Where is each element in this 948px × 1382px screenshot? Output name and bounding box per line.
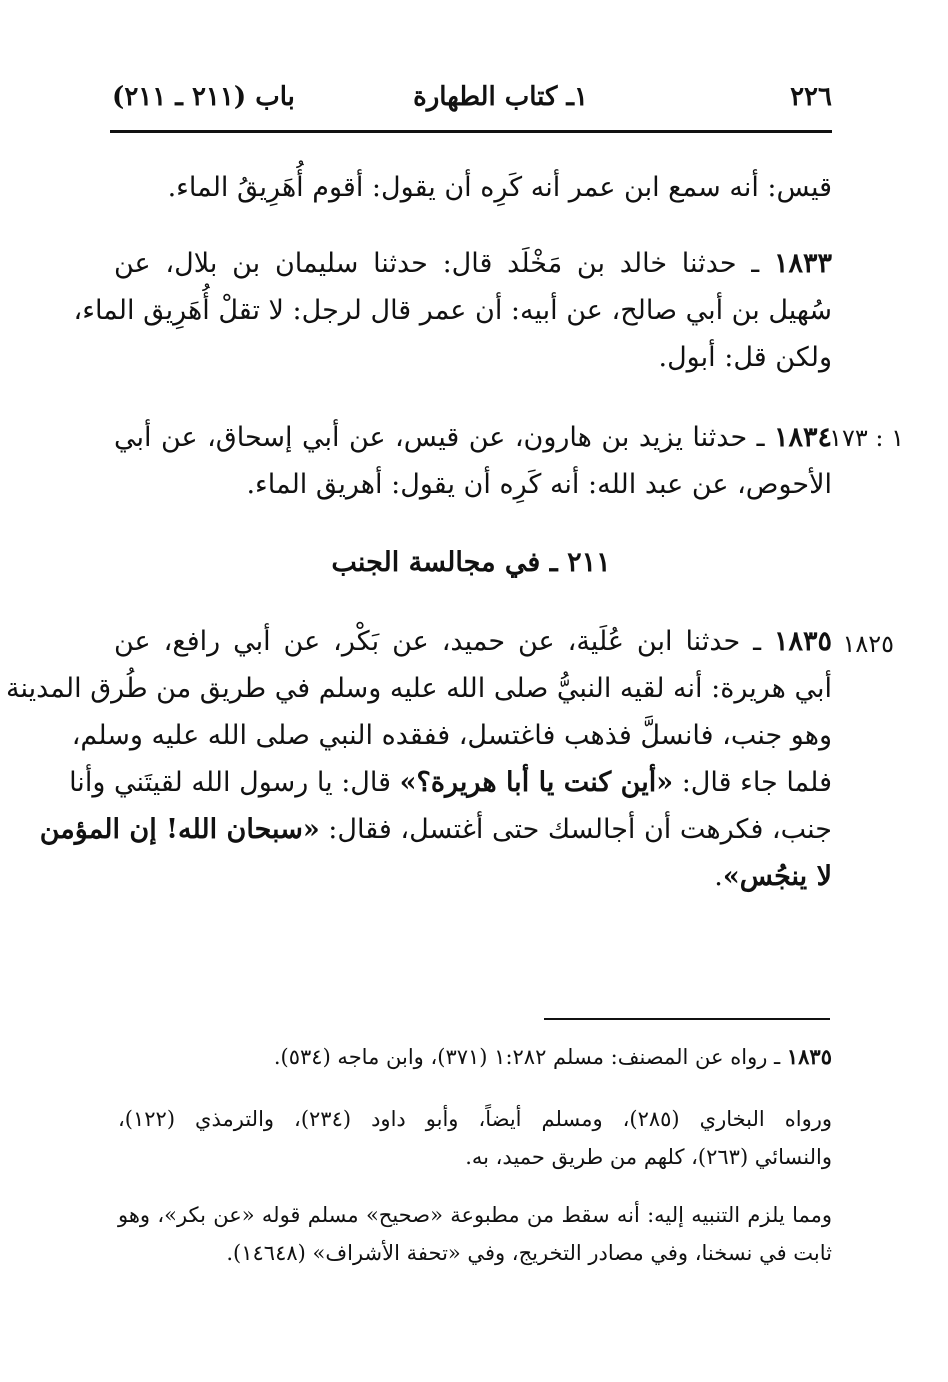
header-rule (110, 130, 832, 133)
footnote-2 (118, 1100, 832, 1176)
text-line: الأحوص، عن عبد الله: أنه كَرِه أن يقول: أهريق الماء. (246, 469, 832, 500)
prophet-quote: «سبحان الله! إن المؤمن (39, 814, 320, 845)
footnote-3 (118, 1196, 832, 1272)
text-line: قيس: أنه سمع ابن عمر أنه كَرِه أن يقول: أقوم أُهَرِيقُ الماء. (167, 172, 832, 203)
text-line: سُهيل بن أبي صالح، عن أبيه: أن عمر قال لرجل: لا تقلْ أُهَرِيق الماء، (73, 295, 832, 326)
prophet-quote: لا ينجُس» (722, 861, 832, 892)
chapter-range: باب (٢١١ ـ ٢١١) (112, 82, 295, 112)
section-title: ٢١١ ـ في مجالسة الجنب (331, 547, 611, 578)
text-line: ولكن قل: أبول. (658, 342, 832, 373)
text-line: ١٨٣٣ ـ حدثنا خالد بن مَخْلَد قال: حدثنا سليمان بن بلال، عن (114, 248, 832, 279)
text-line: ورواه البخاري (٢٨٥)، ومسلم أيضاً، وأبو داود (٢٣٤)، والترمذي (١٢٢)، (118, 1107, 833, 1131)
text-line: ثابت في نسخنا، وفي مصادر التخريج، وفي «تحفة الأشراف» (١٤٦٤٨). (226, 1241, 832, 1265)
margin-reference: ١٨٢٥ (842, 630, 894, 658)
hadith-number: ١٨٣٤ (773, 422, 832, 453)
hadith-1834 (114, 414, 832, 508)
text-line: ١٨٣٥ ـ رواه عن المصنف: مسلم ١:٢٨٢ (٣٧١)، وابن ماجه (٥٣٤). (273, 1044, 832, 1069)
hadith-number: ١٨٣٥ (773, 626, 832, 657)
prophet-quote: «أين كنت يا أبا هريرة؟» (399, 767, 674, 798)
margin-reference: ١ : ١٧٣ (829, 424, 904, 452)
text-line: ١٨٣٥ ـ حدثنا ابن عُلَية، عن حميد، عن بَكْر، عن أبي رافع، عن (114, 626, 832, 657)
hadith-1835 (6, 618, 832, 900)
paragraph-continuation (168, 164, 832, 211)
text-line: أبي هريرة: أنه لقيه النبيُّ صلى الله عليه وسلم في طريق من طُرق المدينة (6, 673, 832, 704)
text-line: جنب، فكرهت أن أجالسك حتى أغتسل، فقال: «سبحان الله! إن المؤمن (39, 814, 832, 845)
footnote-number: ١٨٣٥ (786, 1044, 832, 1069)
text-line: فلما جاء قال: «أين كنت يا أبا هريرة؟» قال: يا رسول الله لقيتَني وأنا (69, 767, 832, 798)
footnote-1 (274, 1038, 832, 1076)
text-line: لا ينجُس». (714, 861, 832, 892)
hadith-1833 (73, 240, 832, 381)
text-line: وهو جنب، فانسلَّ فذهب فاغتسل، ففقده النبي صلى الله عليه وسلم، (71, 720, 832, 751)
text-line: والنسائي (٢٦٣)، كلهم من طريق حميد، به. (465, 1145, 832, 1169)
book-title: ١ـ كتاب الطهارة (413, 82, 588, 112)
hadith-number: ١٨٣٣ (773, 248, 832, 279)
text-line: ومما يلزم التنبيه إليه: أنه سقط من مطبوعة «صحيح» مسلم قوله «عن بكر»، وهو (118, 1203, 833, 1227)
footnote-rule (544, 1018, 830, 1020)
page-number: ٢٢٦ (790, 82, 832, 112)
text-line: ١٨٣٤ ـ حدثنا يزيد بن هارون، عن قيس، عن أبي إسحاق، عن أبي (114, 422, 832, 453)
